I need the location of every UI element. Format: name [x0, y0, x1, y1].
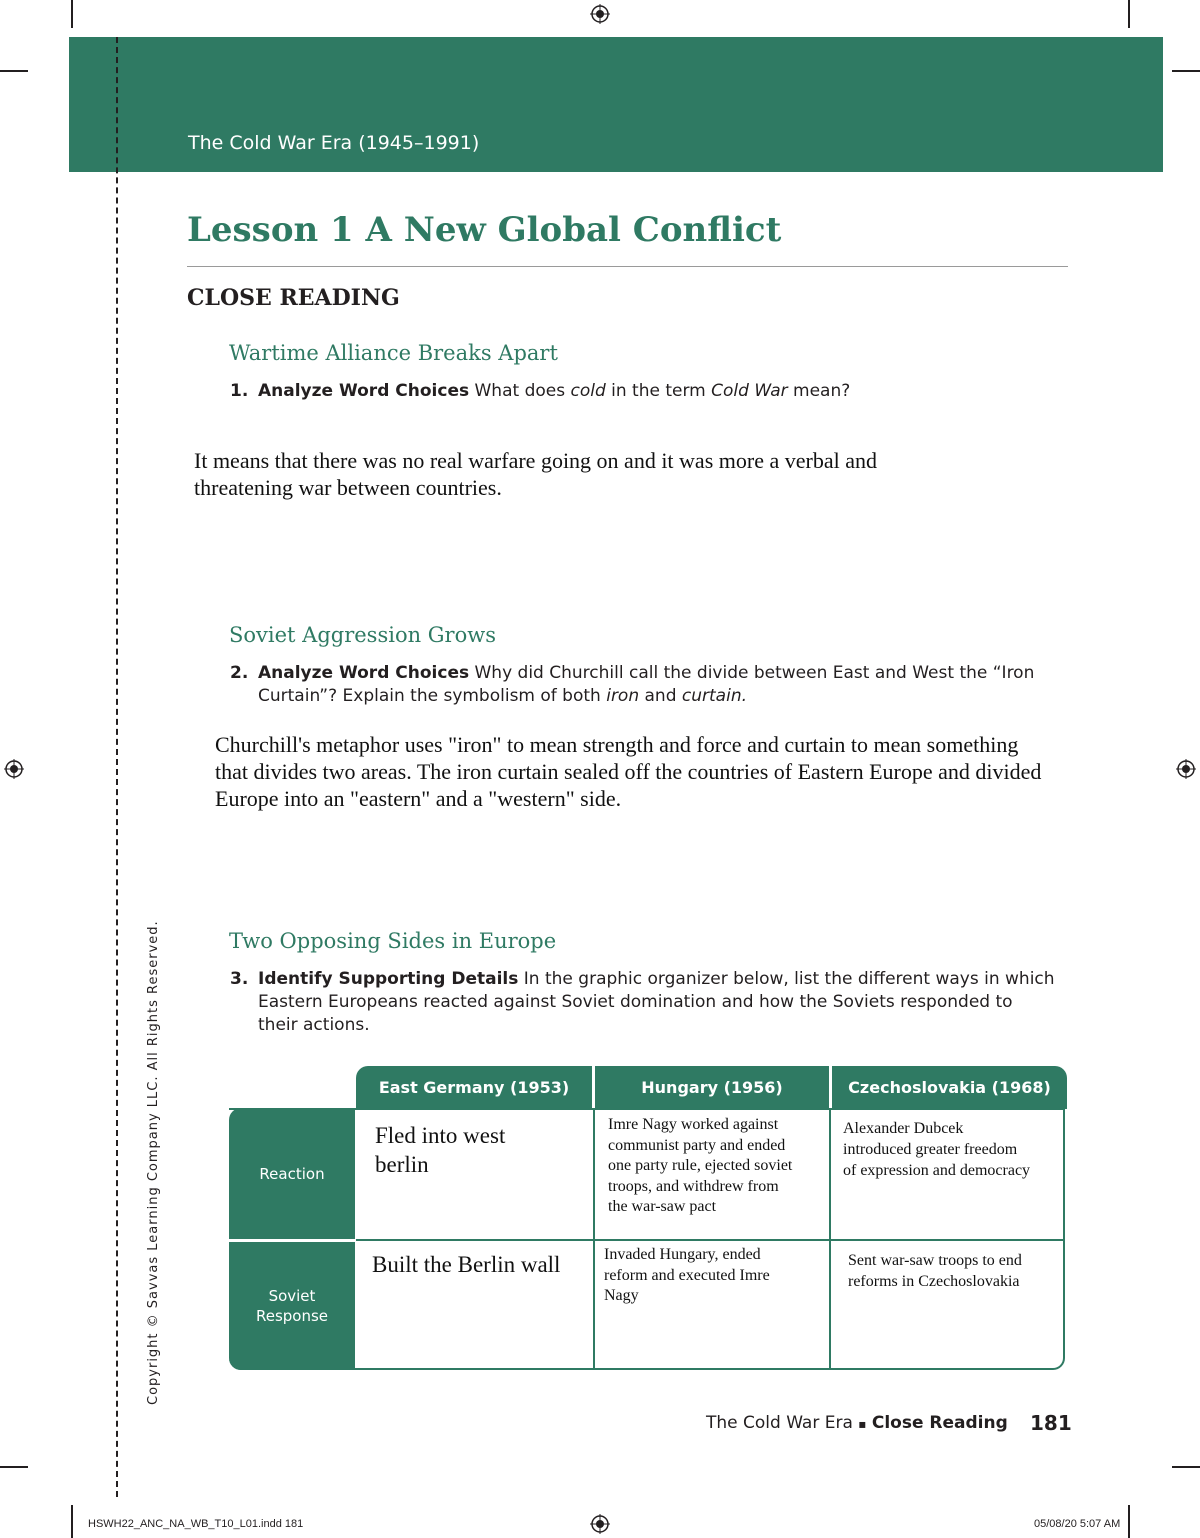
section-heading: Two Opposing Sides in Europe: [229, 929, 557, 953]
organizer-cell[interactable]: [843, 1118, 1030, 1181]
footer-bullet: ▪: [858, 1417, 867, 1431]
title-divider: [187, 266, 1068, 267]
column-header: Hungary (1956): [595, 1066, 829, 1109]
unit-title: The Cold War Era (1945–1991): [188, 132, 480, 154]
question-skill: Analyze Word Choices: [258, 381, 470, 401]
prompt-emphasis: cold: [570, 381, 606, 401]
organizer-cell[interactable]: [608, 1115, 792, 1218]
answer-line: threatening war between countries.: [194, 475, 502, 500]
cell-line: reform and executed Imre: [604, 1266, 770, 1284]
footer-section: Close Reading: [871, 1413, 1008, 1433]
cell-line: the war-saw pact: [608, 1198, 717, 1215]
answer-line: It means that there was no real warfare going on and it was more a verbal and: [194, 448, 877, 473]
prompt-text: in the term: [605, 381, 712, 401]
cell-line: Invaded Hungary, ended: [604, 1246, 761, 1263]
question-number: 1.: [230, 381, 249, 401]
crop-mark: [71, 1505, 73, 1538]
registration-mark-icon: [4, 759, 24, 779]
question-skill: Identify Supporting Details: [258, 969, 519, 989]
perforation-line: [116, 37, 118, 1497]
crop-mark: [71, 0, 73, 28]
answer-line: Europe into an "eastern" and a "western" side.: [215, 786, 622, 811]
prompt-emphasis: curtain.: [681, 686, 748, 706]
prompt-text: Why did Churchill call the divide between East and West the “Iron: [474, 663, 1035, 683]
cell-line: introduced greater freedom: [843, 1141, 1018, 1158]
cell-line: Built the Berlin wall: [372, 1252, 561, 1277]
question-1: [230, 380, 1070, 403]
copyright-notice: Copyright © Savvas Learning Company LLC. All Rights Reserved.: [146, 920, 161, 1405]
section-heading: Wartime Alliance Breaks Apart: [229, 341, 558, 365]
crop-mark: [1172, 70, 1200, 72]
crop-mark: [0, 70, 28, 72]
crop-mark: [0, 1466, 28, 1468]
cell-line: Fled into west: [375, 1123, 506, 1148]
organizer-cell[interactable]: [848, 1250, 1022, 1292]
crop-mark: [1128, 0, 1130, 28]
cell-line: troops, and withdrew from: [608, 1177, 779, 1195]
grid-line: [356, 1239, 1065, 1241]
footer-series: The Cold War Era: [706, 1413, 853, 1433]
prompt-text: mean?: [787, 381, 851, 401]
answer-2[interactable]: [215, 731, 1041, 812]
cell-line: Sent war-saw troops to end: [848, 1252, 1022, 1269]
section-label: CLOSE READING: [187, 285, 400, 311]
answer-line: Churchill's metaphor uses "iron" to mean strength and force and curtain to mean something: [215, 732, 1019, 757]
answer-line: that divides two areas. The iron curtain sealed off the countries of Eastern Europe and divided: [215, 759, 1042, 784]
row-label-text: Soviet: [268, 1287, 316, 1305]
cell-line: berlin: [375, 1152, 429, 1177]
prompt-text: In the graphic organizer below, list the different ways in which: [523, 969, 1055, 989]
registration-mark-icon: [590, 4, 610, 24]
cell-line: reforms in Czechoslovakia: [848, 1273, 1020, 1290]
organizer-cell[interactable]: [372, 1250, 560, 1279]
cell-line: Imre Nagy worked against: [608, 1116, 779, 1133]
prompt-text: Curtain”? Explain the symbolism of both: [258, 686, 607, 706]
lesson-title: Lesson 1 A New Global Conflict: [187, 210, 782, 250]
registration-mark-icon: [590, 1514, 610, 1534]
prompt-emphasis: iron: [606, 686, 640, 706]
registration-mark-icon: [1176, 759, 1196, 779]
question-skill: Analyze Word Choices: [258, 663, 470, 683]
file-slug: HSWH22_ANC_NA_WB_T10_L01.indd 181: [88, 1518, 304, 1530]
prompt-text: their actions.: [258, 1015, 370, 1035]
cell-line: Alexander Dubcek: [843, 1120, 964, 1137]
row-label-text: Response: [255, 1307, 329, 1325]
prompt-text: and: [639, 686, 682, 706]
organizer-cell[interactable]: [604, 1245, 770, 1307]
running-footer: [706, 1413, 1008, 1433]
question-3: [230, 968, 1070, 1037]
question-number: 2.: [230, 663, 249, 683]
column-header: East Germany (1953): [356, 1066, 592, 1109]
row-label-text: Reaction: [259, 1164, 325, 1183]
cell-line: one party rule, ejected soviet: [608, 1157, 793, 1174]
cell-line: communist party and ended: [608, 1136, 786, 1154]
prompt-text: Eastern Europeans reacted against Soviet domination and how the Soviets responded to: [258, 992, 1013, 1012]
row-label: [229, 1108, 355, 1239]
answer-1[interactable]: [194, 447, 877, 501]
row-label: [229, 1242, 355, 1370]
crop-mark: [1128, 1505, 1130, 1538]
section-heading: Soviet Aggression Grows: [229, 623, 496, 647]
prompt-text: What does: [474, 381, 571, 401]
prompt-emphasis: Cold War: [711, 381, 788, 401]
organizer-cell[interactable]: [375, 1121, 505, 1179]
cell-line: of expression and democracy: [843, 1162, 1031, 1179]
question-number: 3.: [230, 969, 249, 989]
crop-mark: [1172, 1466, 1200, 1468]
column-header: Czechoslovakia (1968): [832, 1066, 1067, 1109]
question-2: [230, 662, 1070, 708]
page-number: 181: [1030, 1411, 1072, 1435]
cell-line: Nagy: [604, 1287, 639, 1304]
date-slug: 05/08/20 5:07 AM: [1034, 1518, 1121, 1530]
